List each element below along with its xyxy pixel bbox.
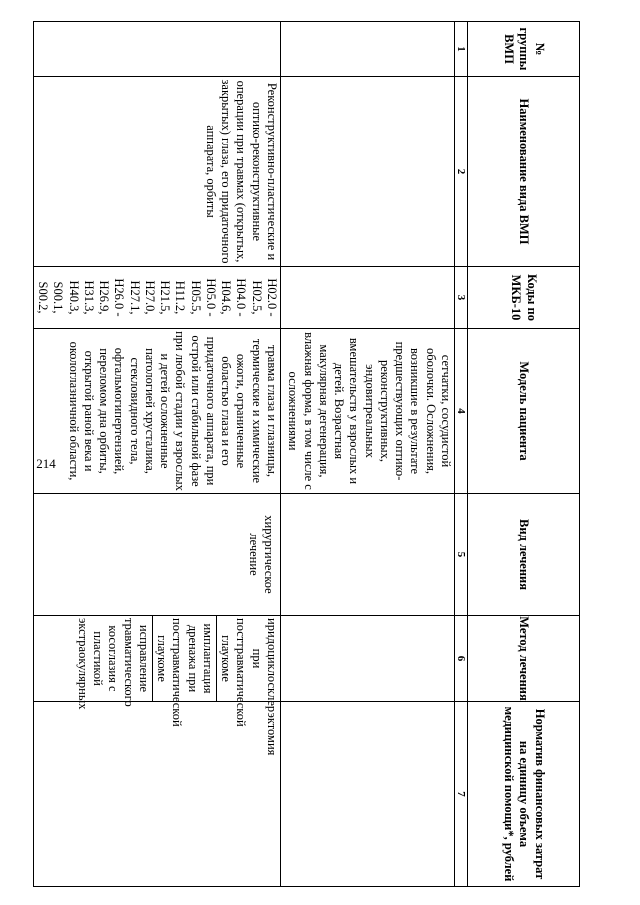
header-vmp-name: Наименование вида ВМП bbox=[468, 77, 580, 267]
method-item: иридоциклосклерэктомия при посттравматической глаукоме bbox=[216, 616, 280, 701]
column-index-row bbox=[455, 22, 468, 887]
column-index: 5 bbox=[455, 494, 468, 616]
column-index: 2 bbox=[455, 77, 468, 267]
table-cell bbox=[34, 702, 281, 887]
table-row bbox=[281, 22, 455, 887]
column-index: 4 bbox=[455, 329, 468, 494]
vmp-table bbox=[33, 21, 580, 887]
treatment-type-cell: хирургическое лечение bbox=[34, 494, 281, 616]
header-row bbox=[468, 22, 580, 887]
column-index: 1 bbox=[455, 22, 468, 77]
table-cell bbox=[281, 494, 455, 616]
page-number: 214 bbox=[36, 456, 56, 471]
header-patient-model: Модель пациента bbox=[468, 329, 580, 494]
header-treatment-method: Метод лечения bbox=[468, 616, 580, 702]
icd-codes-cell: H02.0 - H02.5, H04.0 - H04.6, H05.0 - H05.5, H11.2, H21.5, H27.0, H27.1, H26.0 - H26.9, H31.3, H40.3, S00.1, S00.2, bbox=[34, 267, 281, 329]
patient-model-cell: травма глаза и глазницы, термические и химические ожоги, ограниченные областью глаза и его придаточного аппарата, при острой или стабильной фазе при любой стадии у взрослых и детей осложненные патологией хрусталика, стекловидного тела, офтальмогипертензией, переломом дна орбиты, открытой раной века и окологлазничной области, bbox=[34, 329, 281, 494]
vmp-name-cell: Реконструктивно-пластические и оптико-реконструктивные операции при травмах (открытых, закрытых) глаза, его придаточного аппарата, орбиты bbox=[34, 77, 281, 267]
header-group-number: № группы ВМП bbox=[468, 22, 580, 77]
header-treatment-type: Вид лечения bbox=[468, 494, 580, 616]
column-index: 6 bbox=[455, 616, 468, 702]
column-index: 3 bbox=[455, 267, 468, 329]
column-index: 7 bbox=[455, 702, 468, 887]
table-cell bbox=[281, 702, 455, 887]
method-item: исправление травматического косоглазия с пластикой экстраокулярных bbox=[76, 618, 151, 710]
treatment-method-cell bbox=[34, 616, 281, 756]
method-item: имплантация дренажа при посттравматической глаукоме bbox=[152, 616, 216, 701]
table-cell bbox=[281, 22, 455, 77]
header-icd-codes: Коды по МКБ-10 bbox=[468, 267, 580, 329]
table-cell bbox=[281, 616, 455, 702]
patient-model-cell: сетчатки, сосудистой оболочки. Осложнения, возникшие в результате предшествующих оптико-реконструктивных, эндовитреальных вмешательств у взрослых и детей. Возрастная макулярная дегенерация, влажная форма, в том числе с осложнениями bbox=[281, 329, 455, 494]
table-cell bbox=[281, 77, 455, 267]
header-cost-standard: Норматив финансовых затрат на единицу объема медицинской помощи*, рублей bbox=[468, 702, 580, 887]
table-cell bbox=[34, 22, 281, 77]
table-row bbox=[34, 22, 281, 887]
table-cell bbox=[281, 267, 455, 329]
